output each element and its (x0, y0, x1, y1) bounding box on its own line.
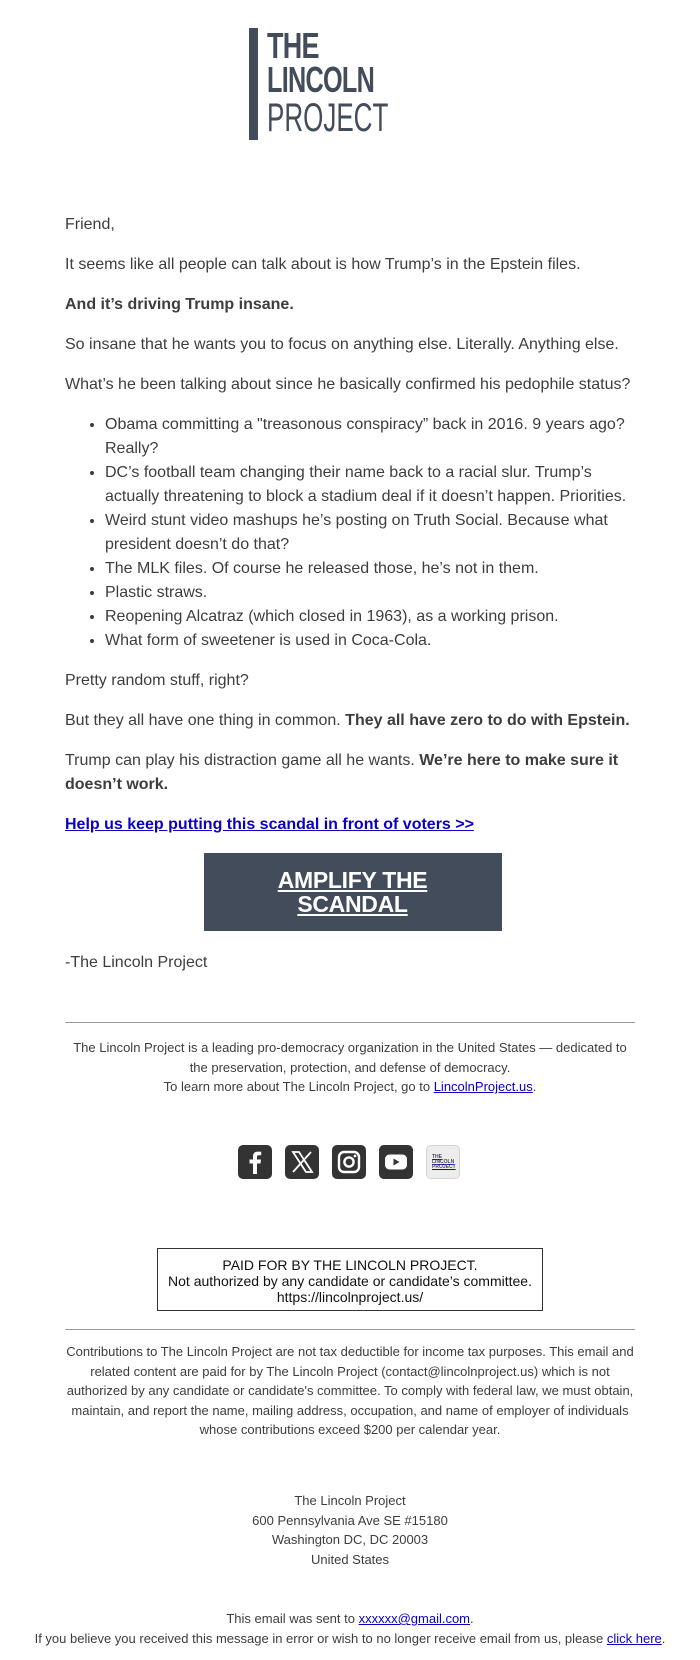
about-blurb (65, 1038, 635, 1097)
list-item: • Weird stunt video mashups he’s posting on Truth Social. Because what president doesn’t do that? (105, 509, 640, 557)
address-line-2: Washington DC, DC 20003 (271, 1532, 429, 1547)
logo-text-the: THE (267, 25, 320, 66)
list-item: • The MLK files. Of course he released those, he’s not in them. (105, 557, 640, 581)
mini-logo-the: THE (432, 1153, 442, 1160)
lincolnproject-link[interactable]: LincolnProject.us (433, 1079, 533, 1094)
paragraph-6-text: But they all have one thing in common. (65, 712, 346, 729)
cta-link[interactable]: Help us keep putting this scandal in front of voters >> (65, 816, 474, 833)
unsubscribe-line (0, 1629, 700, 1649)
paragraph-3: So insane that he wants you to focus on anything else. Literally. Anything else. (65, 336, 619, 353)
paid-for-disclaimer-box (157, 1248, 543, 1311)
recipient-email-link[interactable]: xxxxxx@gmail.com (358, 1611, 471, 1626)
paragraph-7 (65, 749, 640, 797)
list-item: • DC’s football team changing their name back to a racial slur. Trump’s actually threatening to block a stadium deal if it doesn’t happen. Priorities. (105, 461, 640, 509)
paid-line-3: https://lincolnproject.us/ (276, 1289, 424, 1305)
list-item: • Obama committing a "treasonous conspiracy” back in 2016. 9 years ago? Really? (105, 413, 640, 461)
paragraph-1: It seems like all people can talk about is how Trump’s in the Epstein files. (65, 256, 581, 273)
logo-text-lincoln: LINCOLN (267, 59, 375, 100)
paragraph-7-bold: We’re here to make sure it doesn’t work. (65, 752, 619, 793)
lincoln-project-logo[interactable] (249, 25, 454, 143)
signoff: -The Lincoln Project (65, 954, 208, 971)
lincoln-portrait-icon (249, 28, 258, 140)
unsubscribe-text: If you believe you received this message in error or wish to no longer receive email from us, please (34, 1630, 607, 1646)
amplify-the-scandal-button[interactable]: AMPLIFY THE SCANDAL (204, 853, 502, 931)
about-line-2 (65, 1077, 635, 1097)
divider (65, 1022, 635, 1023)
paragraph-6-bold: They all have zero to do with Epstein. (345, 712, 630, 729)
cta-paragraph (65, 813, 640, 837)
list-item: • Plastic straws. (105, 581, 640, 605)
greeting: Friend, (65, 216, 115, 233)
list-item: • What form of sweetener is used in Coca-Cola. (105, 629, 640, 653)
paragraph-6 (65, 709, 640, 733)
about-line-2-text: To learn more about The Lincoln Project, go to (163, 1079, 434, 1094)
distraction-list (105, 413, 640, 653)
mini-logo-project: PROJECT (432, 1163, 456, 1170)
x-icon[interactable] (285, 1145, 319, 1179)
youtube-icon[interactable] (379, 1145, 413, 1179)
unsubscribe-link[interactable]: click here (606, 1630, 662, 1646)
list-item: • Reopening Alcatraz (which closed in 1963), as a working prison. (105, 605, 640, 629)
divider (65, 1329, 635, 1330)
mailing-address (65, 1491, 635, 1569)
logo-text-project: PROJECT (267, 96, 389, 140)
recipient-notice (0, 1609, 700, 1648)
social-links (238, 1145, 460, 1179)
facebook-icon[interactable] (238, 1145, 272, 1179)
address-line-1: 600 Pennsylvania Ave SE #15180 (252, 1512, 448, 1528)
instagram-icon[interactable] (332, 1145, 366, 1179)
address-name: The Lincoln Project (294, 1493, 406, 1508)
unsubscribe-suffix: . (661, 1630, 666, 1646)
paid-line-2: Not authorized by any candidate or candidate’s committee. (168, 1273, 532, 1289)
mini-logo-lincoln: LINCOLN (432, 1158, 455, 1165)
paragraph-5: Pretty random stuff, right? (65, 672, 249, 689)
address-country: United States (310, 1551, 390, 1567)
about-line-2-suffix: . (532, 1079, 537, 1094)
about-line-1: The Lincoln Project is a leading pro-democracy organization in the United States — dedicated to the preservation, protection, and defense of democracy. (73, 1040, 627, 1075)
legal-disclaimer: Contributions to The Lincoln Project are not tax deductible for income tax purposes. This email and related content are paid for by The Lincoln Project (contact@lincolnproject.us) which is not authorized by any candidate or candidate's committee. To comply with federal law, we must obtain, maintain, and report the name, mailing address, occupation, and name of employer of individuals whose contributions exceed $200 per calendar year. (66, 1344, 634, 1437)
paragraph-7-text: Trump can play his distraction game all he wants. (65, 752, 420, 769)
lincoln-project-mini-logo[interactable] (426, 1145, 460, 1179)
paragraph-2 (65, 293, 640, 317)
sent-to-suffix: . (470, 1611, 474, 1626)
email-body (65, 213, 640, 991)
paragraph-2-bold: And it’s driving Trump insane. (65, 296, 294, 313)
sent-to-line (0, 1609, 700, 1629)
paragraph-4: What’s he been talking about since he basically confirmed his pedophile status? (65, 376, 631, 393)
paid-line-1: PAID FOR BY THE LINCOLN PROJECT. (222, 1257, 478, 1273)
sent-to-text: This email was sent to (226, 1611, 359, 1626)
